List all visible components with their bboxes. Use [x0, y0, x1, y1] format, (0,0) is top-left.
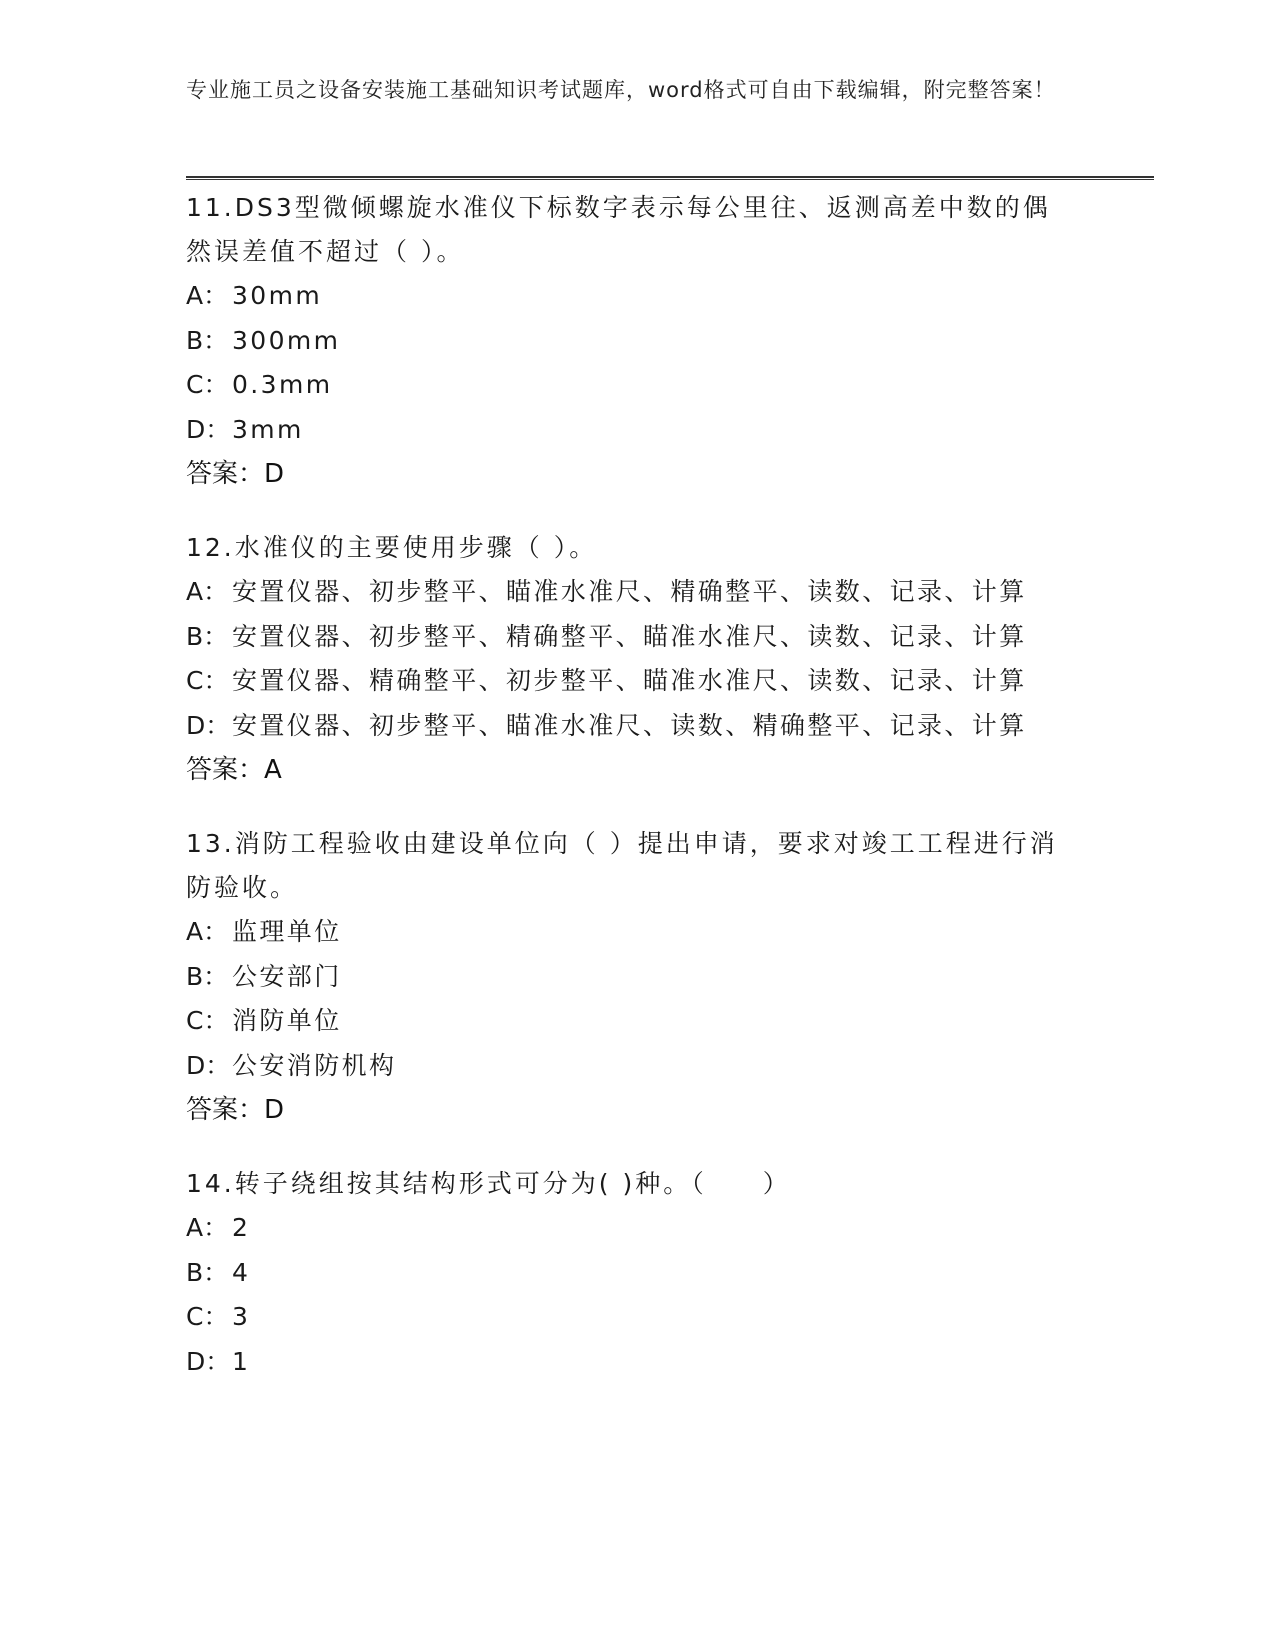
option-text: 3 — [232, 1302, 251, 1331]
option-d — [186, 704, 1166, 749]
option-b — [186, 319, 1166, 364]
option-key: A： — [186, 917, 229, 946]
option-text: 安置仪器、初步整平、瞄准水准尺、读数、精确整平、记录、计算 — [232, 710, 1027, 740]
option-c — [186, 363, 1166, 408]
option-b — [186, 955, 1166, 1000]
option-d — [186, 1044, 1166, 1089]
option-text: 4 — [232, 1257, 251, 1287]
question-stem: 11.DS3型微倾螺旋水准仪下标数字表示每公里往、返测高差中数的偶然误差值不超过（ ）。 — [186, 193, 1051, 266]
option-text: 公安消防机构 — [232, 1050, 397, 1080]
option-c — [186, 1295, 1166, 1340]
answer-line: 答案：D — [186, 459, 285, 489]
question-stem: 14.转子绕组按其结构形式可分为( )种。（ ） — [186, 1169, 791, 1198]
option-c — [186, 659, 1166, 704]
option-c — [186, 999, 1166, 1044]
question-11 — [186, 186, 1166, 496]
option-text: 1 — [232, 1346, 251, 1376]
question-stem: 12.水准仪的主要使用步骤（ ）。 — [186, 533, 598, 562]
header-divider — [186, 176, 1154, 180]
option-key: D： — [186, 414, 231, 444]
option-key: C： — [186, 370, 229, 399]
option-d — [186, 1340, 1166, 1385]
option-key: A： — [186, 1213, 229, 1242]
option-d — [186, 408, 1166, 453]
option-text: 监理单位 — [232, 917, 342, 946]
option-key: D： — [186, 710, 231, 740]
answer-line: 答案：A — [186, 755, 282, 785]
option-text: 300mm — [232, 325, 341, 355]
option-key: C： — [186, 1006, 229, 1035]
option-text: 安置仪器、初步整平、精确整平、瞄准水准尺、读数、记录、计算 — [232, 621, 1027, 651]
option-key: C： — [186, 1302, 229, 1331]
option-key: B： — [186, 961, 229, 991]
option-a — [186, 1206, 1166, 1251]
option-b — [186, 1251, 1166, 1296]
option-key: D： — [186, 1346, 231, 1376]
option-key: A： — [186, 281, 229, 310]
answer-line: 答案：D — [186, 1095, 285, 1125]
option-text: 安置仪器、精确整平、初步整平、瞄准水准尺、读数、记录、计算 — [232, 666, 1027, 695]
option-text: 2 — [232, 1213, 251, 1242]
question-stem: 13.消防工程验收由建设单位向（ ）提出申请，要求对竣工工程进行消防验收。 — [186, 829, 1058, 902]
option-a — [186, 910, 1166, 955]
option-text: 安置仪器、初步整平、瞄准水准尺、精确整平、读数、记录、计算 — [232, 577, 1027, 606]
option-key: C： — [186, 666, 229, 695]
option-text: 30mm — [232, 281, 323, 310]
question-list — [186, 186, 1166, 1414]
option-text: 3mm — [232, 414, 304, 444]
question-12 — [186, 526, 1166, 792]
option-key: B： — [186, 325, 229, 355]
option-key: A： — [186, 577, 229, 606]
option-text: 公安部门 — [232, 961, 342, 991]
option-text: 消防单位 — [232, 1006, 342, 1035]
document-header: 专业施工员之设备安装施工基础知识考试题库，word格式可自由下载编辑，附完整答案！ — [186, 78, 1056, 102]
question-14 — [186, 1162, 1166, 1384]
option-key: B： — [186, 1257, 229, 1287]
option-b — [186, 615, 1166, 660]
option-key: D： — [186, 1050, 231, 1080]
option-a — [186, 570, 1166, 615]
option-key: B： — [186, 621, 229, 651]
option-text: 0.3mm — [232, 370, 333, 399]
option-a — [186, 274, 1166, 319]
question-13 — [186, 822, 1166, 1132]
